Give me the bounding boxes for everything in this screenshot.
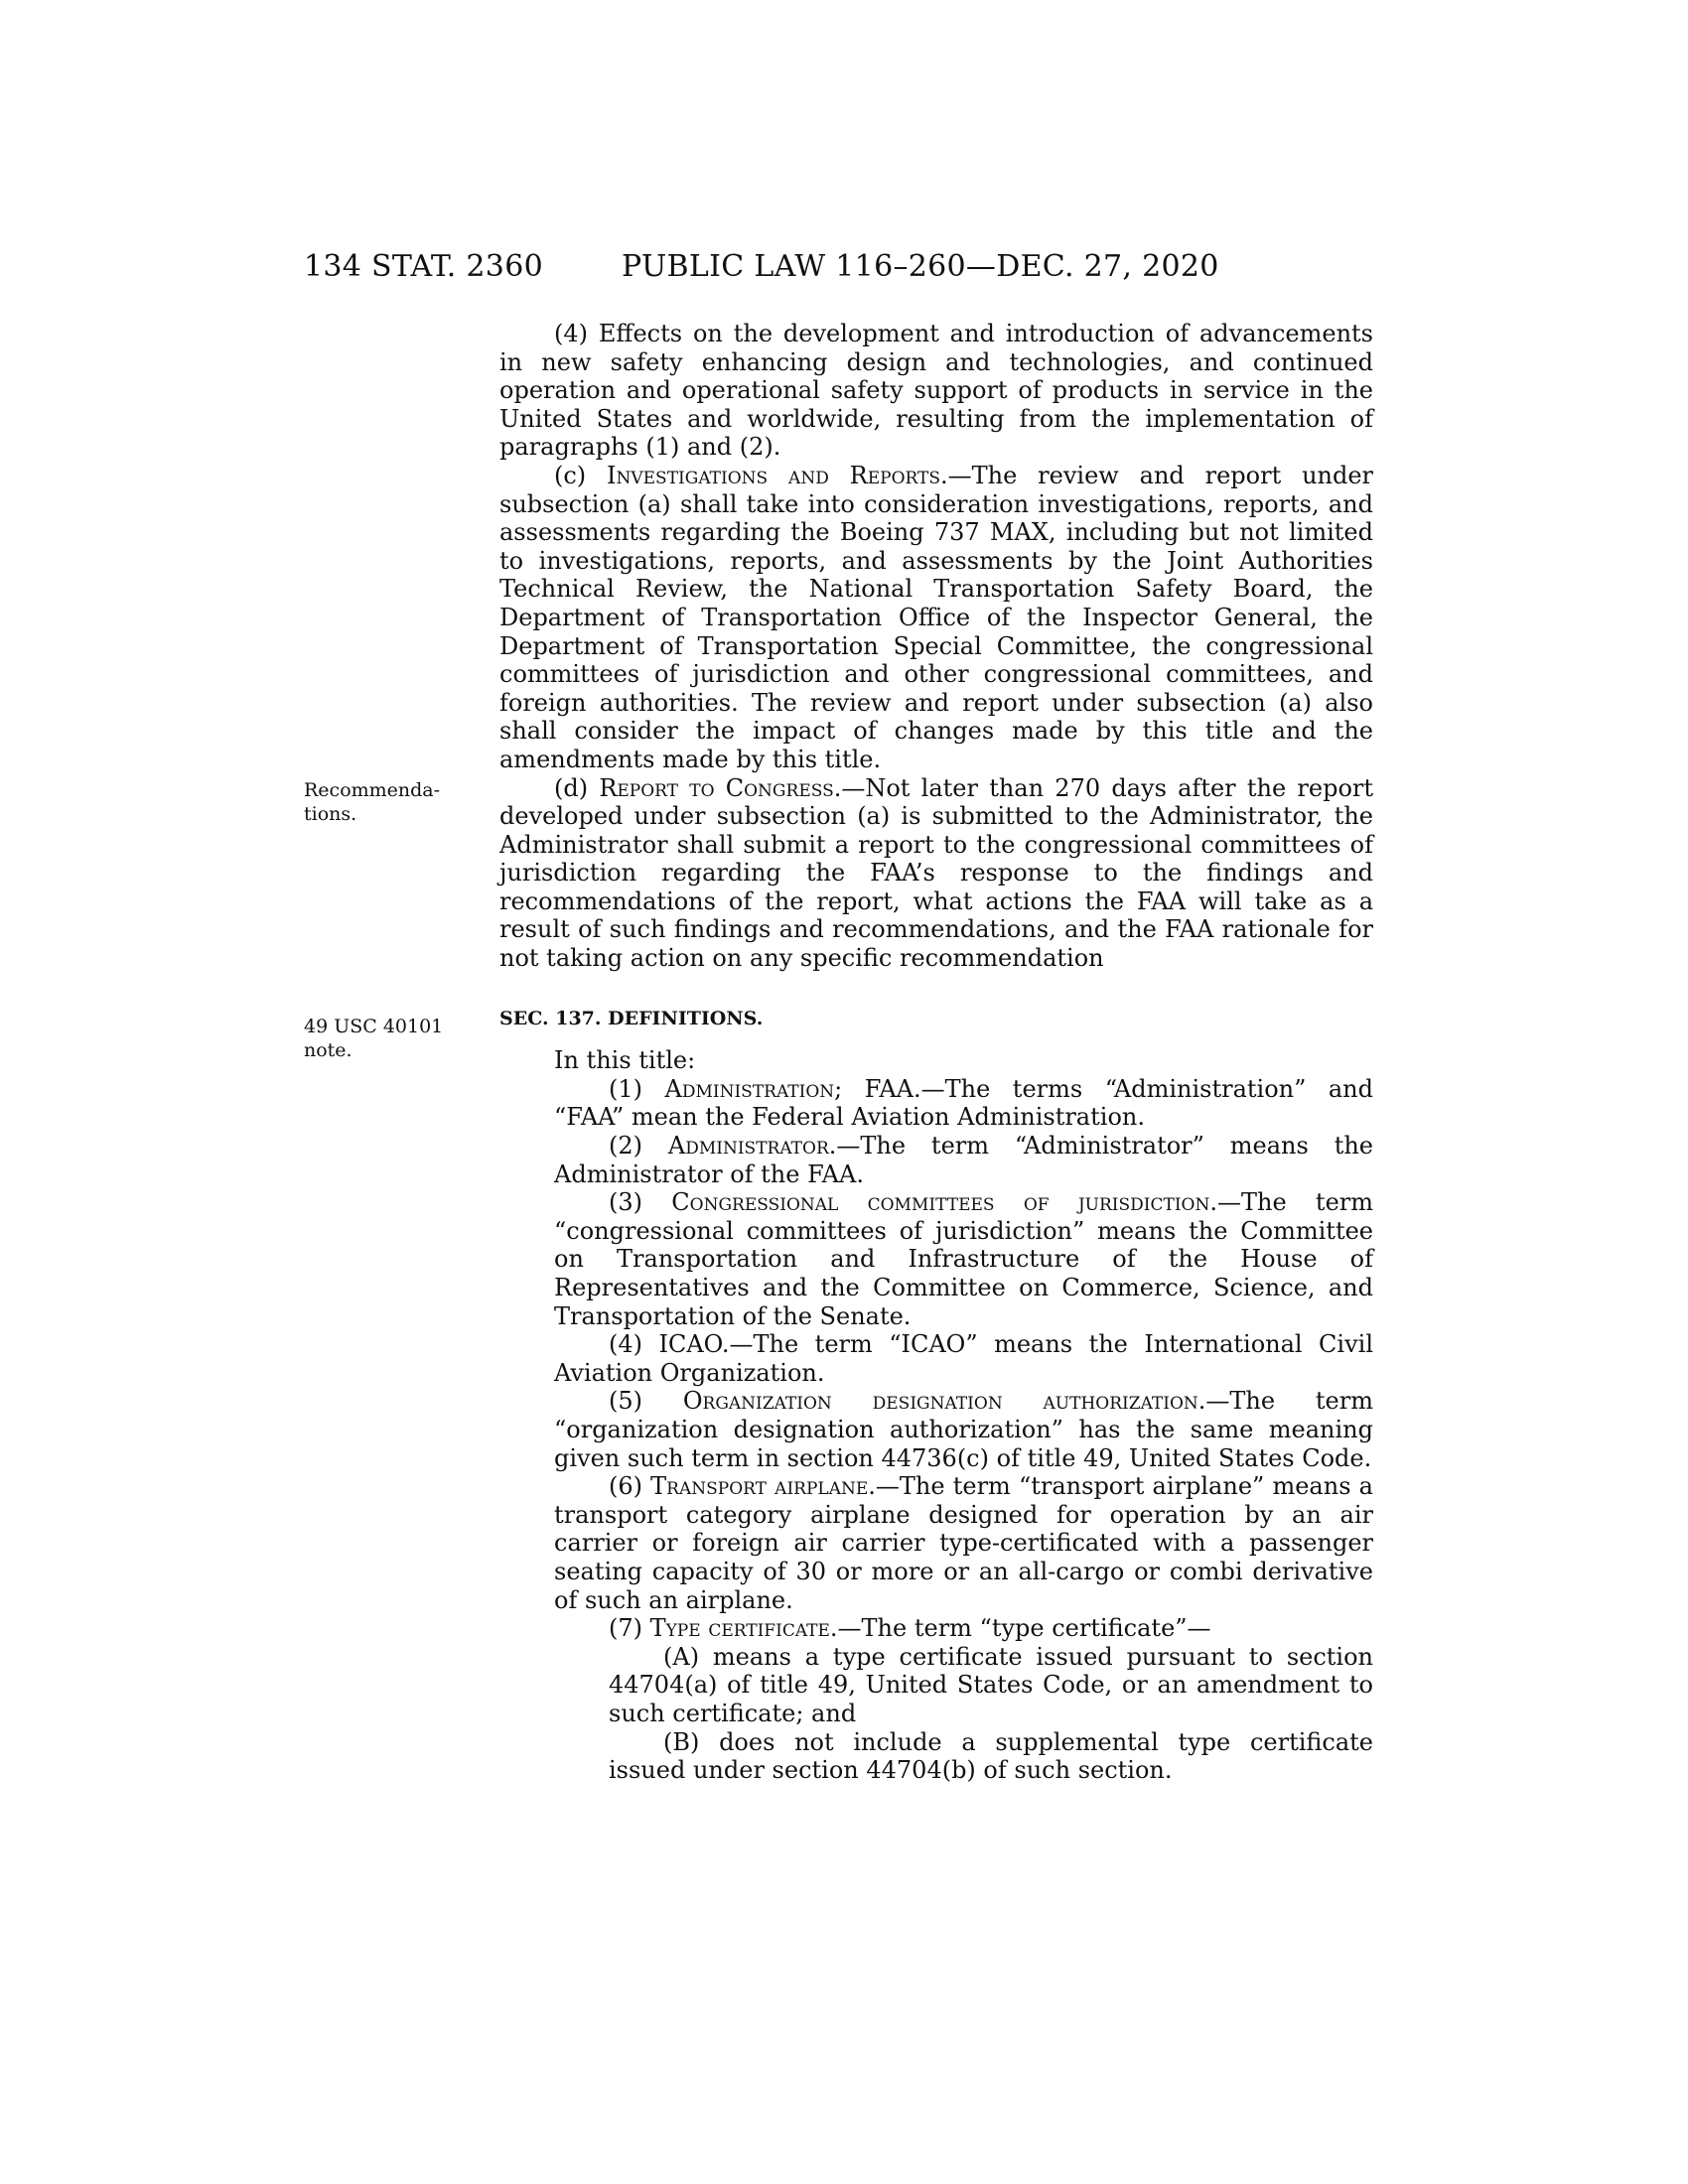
section-heading: SEC. 137. DEFINITIONS. <box>499 1007 764 1029</box>
definition-2 <box>499 1132 1373 1188</box>
document-body <box>499 320 1373 1785</box>
definition-text: .—The term “Administrator” means the Administrator of the FAA. <box>554 1132 1373 1188</box>
definition-label: (1) <box>609 1074 665 1103</box>
definition-heading: Transport airplane <box>650 1472 869 1501</box>
definition-heading: ICAO <box>658 1330 722 1359</box>
definition-1 <box>499 1075 1373 1132</box>
definition-label: (5) <box>609 1387 683 1416</box>
definition-4 <box>499 1330 1373 1387</box>
definition-heading: Organization designation authorization <box>682 1387 1198 1416</box>
definition-heading: Administrator <box>667 1132 829 1160</box>
definition-text: .—The term “transport airplane” means a transport category airplane designed for operation by an air carrier or foreign air carrier type-certificated with a passenger seating capacity of 30 or more or an all-cargo or combi derivative of such an airplane. <box>554 1472 1373 1614</box>
subsection-heading: Report to Congress <box>599 773 834 802</box>
margin-note-line: 49 USC 40101 <box>304 1016 444 1037</box>
margin-note-line: note. <box>304 1039 352 1061</box>
subsection-heading: Investigations and Reports <box>607 461 941 489</box>
margin-note-recommendations <box>304 778 463 826</box>
definition-text: .—The terms “Administration” and “FAA” mean the Federal Aviation Administration. <box>554 1074 1373 1132</box>
subsection-label: (c) <box>554 461 608 489</box>
margin-note-usc <box>304 1015 463 1062</box>
section-intro: In this title: <box>554 1046 696 1075</box>
definition-7 <box>499 1614 1373 1643</box>
definition-6 <box>499 1472 1373 1614</box>
definition-label: (3) <box>609 1188 672 1217</box>
definition-label: (4) <box>609 1330 659 1359</box>
definition-text: .—The term “ICAO” means the International Civil Aviation Organization. <box>554 1330 1374 1387</box>
definition-heading: Type certificate <box>649 1614 830 1643</box>
definition-label: (6) <box>609 1472 651 1501</box>
subsection-label: (d) <box>554 773 600 802</box>
subsection-d <box>499 774 1373 973</box>
subsection-c <box>499 462 1373 774</box>
margin-note-line: tions. <box>304 803 357 825</box>
definition-7-a: (A) means a type certificate issued pursuant to section 44704(a) of title 49, United States Code, or an amendment to such certificate; and <box>609 1642 1373 1727</box>
stat-reference: 134 STAT. 2360 <box>304 249 543 284</box>
margin-note-line: Recommenda- <box>304 779 441 801</box>
page-title: PUBLIC LAW 116–260—DEC. 27, 2020 <box>622 249 1219 284</box>
definition-label: (2) <box>609 1132 668 1160</box>
definition-3 <box>499 1188 1373 1330</box>
definition-text: .—The term “type certificate”— <box>829 1614 1211 1643</box>
definition-label: (7) <box>609 1614 650 1643</box>
paragraph-4: (4) Effects on the development and introduction of advancements in new safety enhancing design and technologies, and continued operation and operational safety support of products in service in the United States and worldwide, resulting from the implementation of paragraphs (1) and (2). <box>499 320 1373 462</box>
definition-text: .—The term “organization designation authorization” has the same meaning given such term in section 44736(c) of title 49, United States Code. <box>554 1387 1373 1472</box>
definition-text: .—The term “congressional committees of jurisdiction” means the Committee on Transportation and Infrastructure of the House of Representatives and the Committee on Commerce, Science, and Transportation of the Senate. <box>554 1188 1374 1330</box>
definition-5 <box>499 1387 1373 1472</box>
definition-heading: Administration; FAA <box>664 1074 914 1103</box>
definition-heading: Congressional committees of jurisdiction <box>671 1188 1210 1217</box>
subsection-text: .—The review and report under subsection (a) shall take into consideration investigations, reports, and assessments regarding the Boeing 737 MAX, including but not limited to investigations, reports, and assessments by the Joint Authorities Technical Review, the National Transportation Safety Board, the Department of Transportation Office of the Inspector General, the Department of Transportation Special Committee, the congressional committees of jurisdiction and other congressional committees, and foreign authorities. The review and report under subsection (a) also shall consider the impact of changes made by this title and the amendments made by this title. <box>499 461 1374 773</box>
subsection-text: .—Not later than 270 days after the report developed under subsection (a) is submitted to the Administrator, the Administrator shall submit a report to the congressional committees of jurisdiction regarding the FAA’s response to the findings and recommendations of the report, what actions the FAA will take as a result of such findings and recommendations, and the FAA rationale for not taking action on any specific recommendation <box>499 773 1374 973</box>
definition-7-b: (B) does not include a supplemental type certificate issued under section 44704(b) of such section. <box>609 1727 1373 1785</box>
